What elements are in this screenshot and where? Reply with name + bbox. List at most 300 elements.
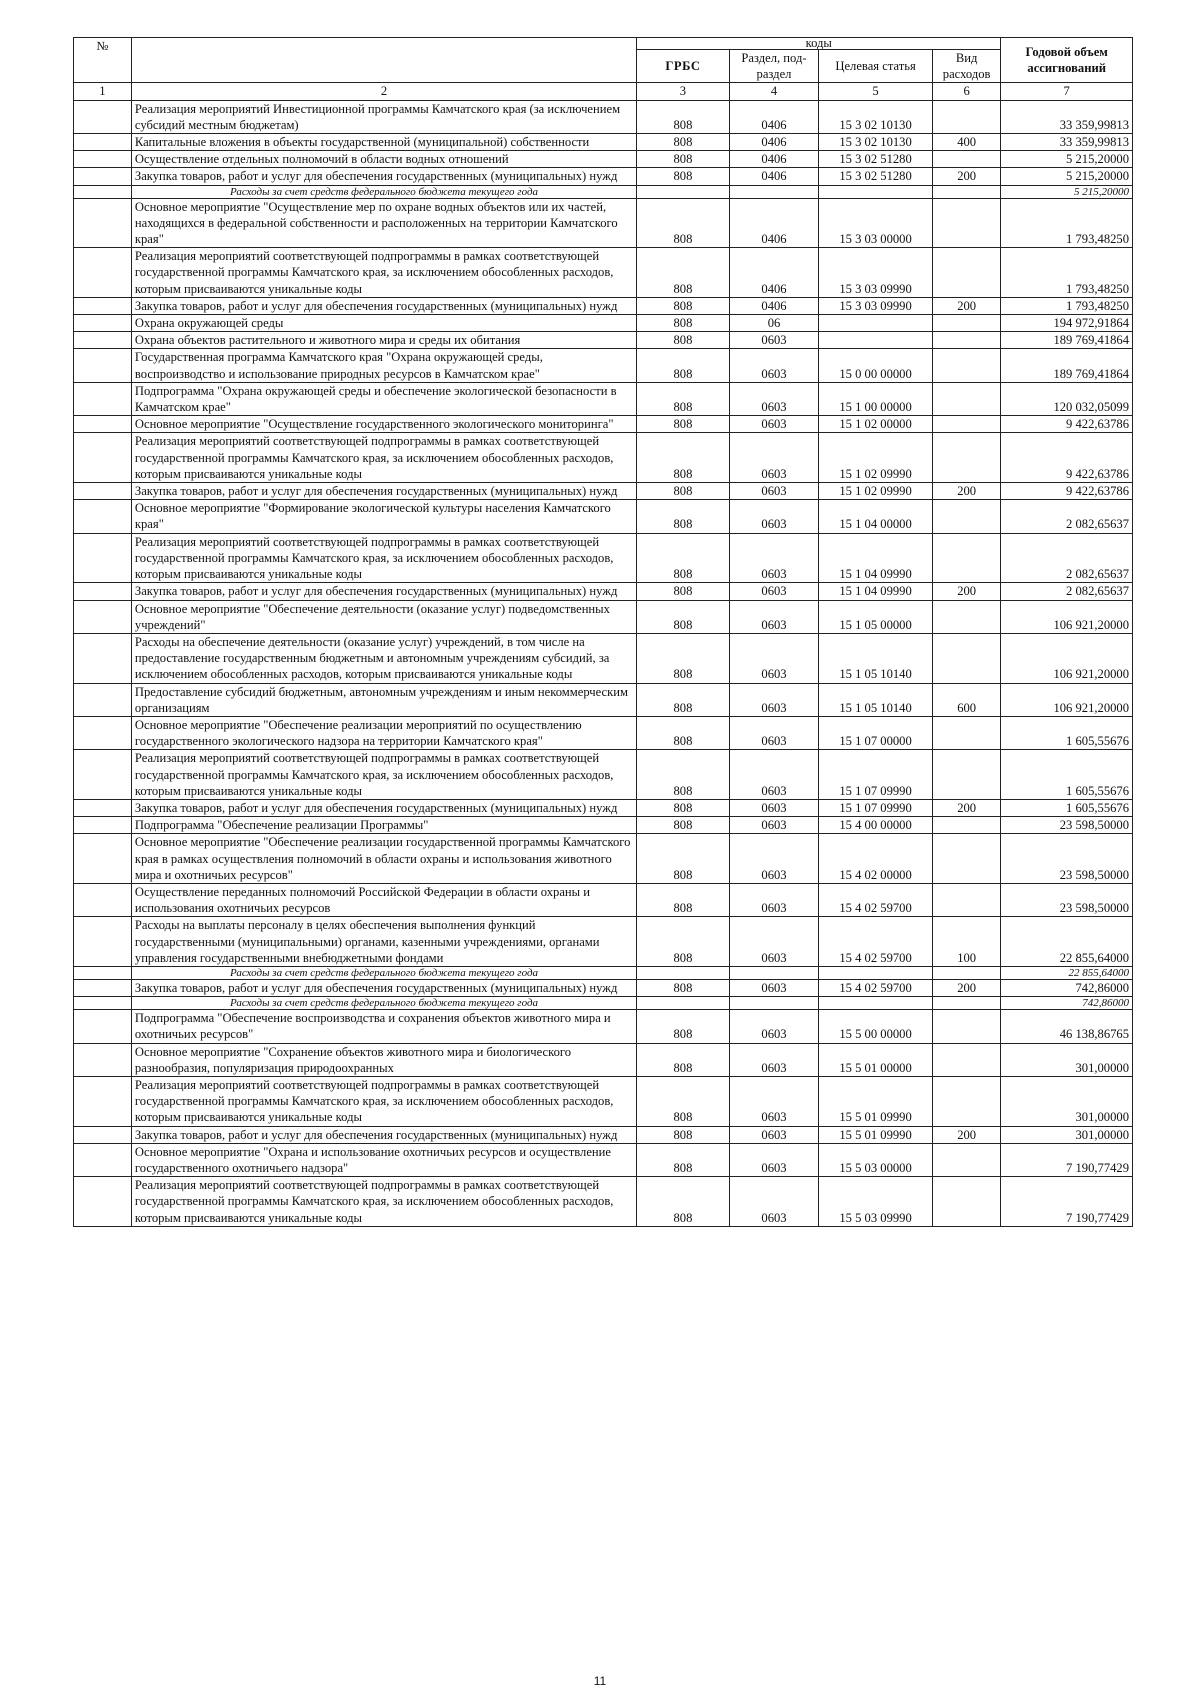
section-code-cell: 0603 — [729, 600, 818, 633]
grbs-code-cell: 808 — [637, 633, 730, 683]
grbs-code-cell — [637, 966, 730, 979]
row-number-cell — [74, 600, 132, 633]
row-number-cell — [74, 750, 132, 800]
expense-name-cell: Закупка товаров, работ и услуг для обеспечения государственных (муниципальных) нужд — [131, 297, 636, 314]
grbs-code-cell: 808 — [637, 1177, 730, 1227]
section-code-cell: 0406 — [729, 151, 818, 168]
section-code-cell: 0603 — [729, 433, 818, 483]
table-row — [74, 483, 1133, 500]
expense-type-cell: 100 — [932, 917, 1000, 967]
section-code-cell: 0603 — [729, 483, 818, 500]
annual-amount-cell: 22 855,64000 — [1001, 917, 1133, 967]
row-number-cell — [74, 382, 132, 415]
grbs-code-cell: 808 — [637, 151, 730, 168]
section-code-cell: 0603 — [729, 799, 818, 816]
grbs-code-cell: 808 — [637, 600, 730, 633]
expense-type-cell — [932, 966, 1000, 979]
grbs-code-cell: 808 — [637, 883, 730, 916]
table-row — [74, 332, 1133, 349]
header-target: Целевая статья — [819, 50, 933, 83]
row-number-cell — [74, 168, 132, 185]
table-row — [74, 500, 1133, 533]
expense-name-cell: Расходы на выплаты персоналу в целях обеспечения выполнения функций государственными (муниципальными) органами, казенными учреждениями, органами управления государственными внебюджетными фондами — [131, 917, 636, 967]
grbs-code-cell: 808 — [637, 817, 730, 834]
expense-name-cell: Основное мероприятие "Охрана и использование охотничьих ресурсов и осуществление государственного охотничьего надзора" — [131, 1143, 636, 1176]
grbs-code-cell: 808 — [637, 1010, 730, 1043]
target-article-cell: 15 4 02 00000 — [819, 834, 933, 884]
budget-table-body — [74, 100, 1133, 1226]
annual-amount-cell: 1 793,48250 — [1001, 297, 1133, 314]
section-code-cell: 0406 — [729, 198, 818, 248]
section-code-cell: 0603 — [729, 500, 818, 533]
target-article-cell: 15 3 02 51280 — [819, 168, 933, 185]
expense-type-cell — [932, 100, 1000, 133]
table-row — [74, 1076, 1133, 1126]
expense-type-cell — [932, 633, 1000, 683]
header-type: Вид расходов — [932, 50, 1000, 83]
col-number: 2 — [131, 83, 636, 100]
federal-funds-note-row — [74, 966, 1133, 979]
row-number-cell — [74, 297, 132, 314]
section-code-cell: 06 — [729, 315, 818, 332]
grbs-code-cell: 808 — [637, 1126, 730, 1143]
target-article-cell: 15 5 01 00000 — [819, 1043, 933, 1076]
table-row — [74, 583, 1133, 600]
expense-name-cell: Основное мероприятие "Осуществление мер по охране водных объектов или их частей, находящихся в федеральной собственности и расположенных на территории Камчатского края" — [131, 198, 636, 248]
target-article-cell — [819, 997, 933, 1010]
col-number: 3 — [637, 83, 730, 100]
expense-type-cell — [932, 1010, 1000, 1043]
grbs-code-cell: 808 — [637, 1143, 730, 1176]
expense-name-cell: Закупка товаров, работ и услуг для обеспечения государственных (муниципальных) нужд — [131, 483, 636, 500]
expense-type-cell: 200 — [932, 583, 1000, 600]
table-row — [74, 1010, 1133, 1043]
table-row — [74, 834, 1133, 884]
annual-amount-cell: 1 793,48250 — [1001, 198, 1133, 248]
section-code-cell: 0603 — [729, 349, 818, 382]
table-row — [74, 683, 1133, 716]
expense-name-cell: Реализация мероприятий Инвестиционной программы Камчатского края (за исключением субсидий местным бюджетам) — [131, 100, 636, 133]
expense-name-cell: Основное мероприятие "Сохранение объектов животного мира и биологического разнообразия, популяризация природоохранных — [131, 1043, 636, 1076]
expense-name-cell: Осуществление отдельных полномочий в области водных отношений — [131, 151, 636, 168]
expense-type-cell: 200 — [932, 297, 1000, 314]
table-row — [74, 1143, 1133, 1176]
grbs-code-cell: 808 — [637, 134, 730, 151]
annual-amount-cell: 189 769,41864 — [1001, 332, 1133, 349]
target-article-cell: 15 3 02 51280 — [819, 151, 933, 168]
target-article-cell: 15 1 05 10140 — [819, 633, 933, 683]
grbs-code-cell: 808 — [637, 332, 730, 349]
row-number-cell — [74, 433, 132, 483]
col-number: 5 — [819, 83, 933, 100]
expense-type-cell — [932, 997, 1000, 1010]
target-article-cell — [819, 315, 933, 332]
expense-name-cell: Осуществление переданных полномочий Российской Федерации в области охраны и использования охотничьих ресурсов — [131, 883, 636, 916]
table-row — [74, 716, 1133, 749]
target-article-cell — [819, 332, 933, 349]
grbs-code-cell — [637, 185, 730, 198]
expense-type-cell — [932, 332, 1000, 349]
grbs-code-cell: 808 — [637, 198, 730, 248]
annual-amount-cell: 301,00000 — [1001, 1126, 1133, 1143]
section-code-cell — [729, 185, 818, 198]
expense-name-cell: Закупка товаров, работ и услуг для обеспечения государственных (муниципальных) нужд — [131, 1126, 636, 1143]
table-row — [74, 100, 1133, 133]
expense-type-cell — [932, 533, 1000, 583]
expense-type-cell — [932, 834, 1000, 884]
annual-amount-cell: 189 769,41864 — [1001, 349, 1133, 382]
target-article-cell: 15 3 03 09990 — [819, 297, 933, 314]
expense-name-cell: Расходы за счет средств федерального бюджета текущего года — [131, 997, 636, 1010]
target-article-cell: 15 1 04 00000 — [819, 500, 933, 533]
row-number-cell — [74, 583, 132, 600]
table-row — [74, 600, 1133, 633]
target-article-cell: 15 1 00 00000 — [819, 382, 933, 415]
expense-type-cell: 600 — [932, 683, 1000, 716]
target-article-cell: 15 5 00 00000 — [819, 1010, 933, 1043]
row-number-cell — [74, 883, 132, 916]
target-article-cell: 15 3 02 10130 — [819, 134, 933, 151]
row-number-cell — [74, 349, 132, 382]
row-number-cell — [74, 1043, 132, 1076]
expense-type-cell — [932, 1177, 1000, 1227]
target-article-cell: 15 1 07 09990 — [819, 750, 933, 800]
row-number-cell — [74, 979, 132, 996]
grbs-code-cell: 808 — [637, 315, 730, 332]
row-number-cell — [74, 1010, 132, 1043]
grbs-code-cell: 808 — [637, 248, 730, 298]
section-code-cell: 0406 — [729, 248, 818, 298]
target-article-cell: 15 1 02 00000 — [819, 416, 933, 433]
target-article-cell: 15 1 07 09990 — [819, 799, 933, 816]
table-row — [74, 297, 1133, 314]
annual-amount-cell: 46 138,86765 — [1001, 1010, 1133, 1043]
section-code-cell: 0406 — [729, 297, 818, 314]
grbs-code-cell: 808 — [637, 483, 730, 500]
grbs-code-cell: 808 — [637, 433, 730, 483]
table-row — [74, 315, 1133, 332]
header-section: Раздел, под-раздел — [729, 50, 818, 83]
expense-name-cell: Расходы на обеспечение деятельности (оказание услуг) учреждений, в том числе на предоставление государственным бюджетным и автономным учреждениям субсидий, за исключением обособленных расходов, которым присваиваются уникальные коды — [131, 633, 636, 683]
expense-name-cell: Основное мероприятие "Осуществление государственного экологического мониторинга" — [131, 416, 636, 433]
annual-amount-cell: 2 082,65637 — [1001, 583, 1133, 600]
expense-type-cell: 200 — [932, 483, 1000, 500]
table-row — [74, 349, 1133, 382]
expense-name-cell: Капитальные вложения в объекты государственной (муниципальной) собственности — [131, 134, 636, 151]
table-row — [74, 750, 1133, 800]
section-code-cell: 0603 — [729, 883, 818, 916]
annual-amount-cell: 23 598,50000 — [1001, 817, 1133, 834]
expense-name-cell: Реализация мероприятий соответствующей подпрограммы в рамках соответствующей государственной программы Камчатского края, за исключением обособленных расходов, которым присваиваются уникальные коды — [131, 1076, 636, 1126]
expense-name-cell: Закупка товаров, работ и услуг для обеспечения государственных (муниципальных) нужд — [131, 583, 636, 600]
annual-amount-cell: 1 793,48250 — [1001, 248, 1133, 298]
table-row — [74, 198, 1133, 248]
grbs-code-cell: 808 — [637, 917, 730, 967]
grbs-code-cell: 808 — [637, 799, 730, 816]
annual-amount-cell: 742,86000 — [1001, 979, 1133, 996]
table-row — [74, 1126, 1133, 1143]
table-row — [74, 633, 1133, 683]
grbs-code-cell: 808 — [637, 100, 730, 133]
section-code-cell: 0603 — [729, 1076, 818, 1126]
row-number-cell — [74, 198, 132, 248]
section-code-cell: 0406 — [729, 134, 818, 151]
target-article-cell: 15 0 00 00000 — [819, 349, 933, 382]
section-code-cell: 0603 — [729, 332, 818, 349]
section-code-cell: 0603 — [729, 917, 818, 967]
table-row — [74, 151, 1133, 168]
section-code-cell: 0603 — [729, 716, 818, 749]
expense-name-cell: Охрана объектов растительного и животного мира и среды их обитания — [131, 332, 636, 349]
annual-amount-cell: 9 422,63786 — [1001, 483, 1133, 500]
expense-type-cell — [932, 1043, 1000, 1076]
expense-type-cell: 200 — [932, 799, 1000, 816]
table-row — [74, 1177, 1133, 1227]
section-code-cell: 0603 — [729, 1043, 818, 1076]
col-number: 7 — [1001, 83, 1133, 100]
annual-amount-cell: 106 921,20000 — [1001, 683, 1133, 716]
grbs-code-cell: 808 — [637, 1076, 730, 1126]
header-row-top — [74, 38, 1133, 50]
row-number-cell — [74, 332, 132, 349]
expense-name-cell: Подпрограмма "Обеспечение воспроизводства и сохранения объектов животного мира и охотничьих ресурсов" — [131, 1010, 636, 1043]
target-article-cell: 15 4 02 59700 — [819, 883, 933, 916]
grbs-code-cell — [637, 997, 730, 1010]
row-number-cell — [74, 416, 132, 433]
section-code-cell: 0603 — [729, 1126, 818, 1143]
grbs-code-cell: 808 — [637, 683, 730, 716]
section-code-cell — [729, 966, 818, 979]
row-number-cell — [74, 966, 132, 979]
target-article-cell — [819, 185, 933, 198]
table-row — [74, 917, 1133, 967]
expense-name-cell: Основное мероприятие "Формирование экологической культуры населения Камчатского края" — [131, 500, 636, 533]
annual-amount-cell: 106 921,20000 — [1001, 600, 1133, 633]
row-number-cell — [74, 483, 132, 500]
annual-amount-cell: 5 215,20000 — [1001, 185, 1133, 198]
row-number-cell — [74, 1076, 132, 1126]
expense-name-cell: Реализация мероприятий соответствующей подпрограммы в рамках соответствующей государственной программы Камчатского края, за исключением обособленных расходов, которым присваиваются уникальные коды — [131, 750, 636, 800]
annual-amount-cell: 7 190,77429 — [1001, 1143, 1133, 1176]
expense-type-cell: 400 — [932, 134, 1000, 151]
grbs-code-cell: 808 — [637, 500, 730, 533]
grbs-code-cell: 808 — [637, 349, 730, 382]
target-article-cell: 15 4 02 59700 — [819, 979, 933, 996]
target-article-cell: 15 4 00 00000 — [819, 817, 933, 834]
expense-name-cell: Реализация мероприятий соответствующей подпрограммы в рамках соответствующей государственной программы Камчатского края, за исключением обособленных расходов, которым присваиваются уникальные коды — [131, 1177, 636, 1227]
target-article-cell: 15 1 05 00000 — [819, 600, 933, 633]
row-number-cell — [74, 997, 132, 1010]
row-number-cell — [74, 633, 132, 683]
annual-amount-cell: 33 359,99813 — [1001, 100, 1133, 133]
header-name — [131, 38, 636, 83]
expense-type-cell — [932, 151, 1000, 168]
expense-type-cell — [932, 198, 1000, 248]
expense-name-cell: Предоставление субсидий бюджетным, автономным учреждениям и иным некоммерческим организациям — [131, 683, 636, 716]
grbs-code-cell: 808 — [637, 297, 730, 314]
expense-name-cell: Расходы за счет средств федерального бюджета текущего года — [131, 966, 636, 979]
grbs-code-cell: 808 — [637, 750, 730, 800]
page-number: 11 — [593, 1674, 607, 1688]
expense-name-cell: Государственная программа Камчатского края "Охрана окружающей среды, воспроизводство и использование природных ресурсов в Камчатском крае" — [131, 349, 636, 382]
section-code-cell: 0603 — [729, 533, 818, 583]
expense-name-cell: Реализация мероприятий соответствующей подпрограммы в рамках соответствующей государственной программы Камчатского края, за исключением обособленных расходов, которым присваиваются уникальные коды — [131, 433, 636, 483]
row-number-cell — [74, 248, 132, 298]
table-row — [74, 248, 1133, 298]
expense-name-cell: Подпрограмма "Обеспечение реализации Программы" — [131, 817, 636, 834]
annual-amount-cell: 22 855,64000 — [1001, 966, 1133, 979]
section-code-cell: 0603 — [729, 1010, 818, 1043]
target-article-cell: 15 3 02 10130 — [819, 100, 933, 133]
row-number-cell — [74, 1143, 132, 1176]
target-article-cell: 15 5 03 00000 — [819, 1143, 933, 1176]
table-row — [74, 433, 1133, 483]
header-no: № — [74, 38, 132, 83]
section-code-cell: 0603 — [729, 633, 818, 683]
expense-type-cell — [932, 382, 1000, 415]
section-code-cell: 0603 — [729, 834, 818, 884]
annual-amount-cell: 7 190,77429 — [1001, 1177, 1133, 1227]
target-article-cell: 15 1 04 09990 — [819, 533, 933, 583]
table-row — [74, 416, 1133, 433]
annual-amount-cell: 301,00000 — [1001, 1043, 1133, 1076]
col-number: 1 — [74, 83, 132, 100]
annual-amount-cell: 9 422,63786 — [1001, 416, 1133, 433]
table-row — [74, 799, 1133, 816]
expense-type-cell — [932, 315, 1000, 332]
annual-amount-cell: 5 215,20000 — [1001, 168, 1133, 185]
expense-type-cell: 200 — [932, 1126, 1000, 1143]
expense-type-cell — [932, 500, 1000, 533]
section-code-cell: 0603 — [729, 750, 818, 800]
row-number-cell — [74, 185, 132, 198]
annual-amount-cell: 9 422,63786 — [1001, 433, 1133, 483]
federal-funds-note-row — [74, 997, 1133, 1010]
grbs-code-cell: 808 — [637, 382, 730, 415]
expense-name-cell: Охрана окружающей среды — [131, 315, 636, 332]
expense-type-cell — [932, 248, 1000, 298]
annual-amount-cell: 742,86000 — [1001, 997, 1133, 1010]
target-article-cell: 15 3 03 09990 — [819, 248, 933, 298]
expense-type-cell — [932, 750, 1000, 800]
expense-type-cell — [932, 349, 1000, 382]
expense-name-cell: Расходы за счет средств федерального бюджета текущего года — [131, 185, 636, 198]
row-number-cell — [74, 1126, 132, 1143]
table-row — [74, 533, 1133, 583]
expense-type-cell — [932, 1143, 1000, 1176]
target-article-cell: 15 1 02 09990 — [819, 483, 933, 500]
section-code-cell: 0603 — [729, 817, 818, 834]
section-code-cell: 0603 — [729, 979, 818, 996]
target-article-cell: 15 3 03 00000 — [819, 198, 933, 248]
section-code-cell: 0406 — [729, 168, 818, 185]
expense-name-cell: Основное мероприятие "Обеспечение реализации государственной программы Камчатского края в рамках осуществления полномочий в области охраны и использования животного мира и охотничьих ресурсов" — [131, 834, 636, 884]
budget-table — [73, 37, 1133, 1227]
section-code-cell: 0603 — [729, 416, 818, 433]
row-number-cell — [74, 315, 132, 332]
expense-type-cell — [932, 817, 1000, 834]
expense-type-cell — [932, 416, 1000, 433]
expense-type-cell: 200 — [932, 979, 1000, 996]
row-number-cell — [74, 100, 132, 133]
header-annual: Годовой объем ассигнований — [1001, 38, 1133, 83]
annual-amount-cell: 194 972,91864 — [1001, 315, 1133, 332]
section-code-cell: 0603 — [729, 382, 818, 415]
expense-type-cell — [932, 883, 1000, 916]
row-number-cell — [74, 799, 132, 816]
table-row — [74, 1043, 1133, 1076]
header-grbs: ГРБС — [637, 50, 730, 83]
grbs-code-cell: 808 — [637, 834, 730, 884]
expense-name-cell: Закупка товаров, работ и услуг для обеспечения государственных (муниципальных) нужд — [131, 979, 636, 996]
annual-amount-cell: 106 921,20000 — [1001, 633, 1133, 683]
grbs-code-cell: 808 — [637, 1043, 730, 1076]
expense-name-cell: Реализация мероприятий соответствующей подпрограммы в рамках соответствующей государственной программы Камчатского края, за исключением обособленных расходов, которым присваиваются уникальные коды — [131, 533, 636, 583]
expense-type-cell — [932, 433, 1000, 483]
expense-name-cell: Подпрограмма "Охрана окружающей среды и обеспечение экологической безопасности в Камчатском крае" — [131, 382, 636, 415]
header-codes: коды — [637, 38, 1001, 50]
row-number-cell — [74, 1177, 132, 1227]
table-row — [74, 168, 1133, 185]
grbs-code-cell: 808 — [637, 416, 730, 433]
row-number-cell — [74, 533, 132, 583]
section-code-cell — [729, 997, 818, 1010]
table-row — [74, 817, 1133, 834]
annual-amount-cell: 1 605,55676 — [1001, 716, 1133, 749]
target-article-cell: 15 5 01 09990 — [819, 1126, 933, 1143]
expense-type-cell: 200 — [932, 168, 1000, 185]
grbs-code-cell: 808 — [637, 979, 730, 996]
expense-name-cell: Реализация мероприятий соответствующей подпрограммы в рамках соответствующей государственной программы Камчатского края, за исключением обособленных расходов, которым присваиваются уникальные коды — [131, 248, 636, 298]
table-row — [74, 883, 1133, 916]
expense-type-cell — [932, 716, 1000, 749]
expense-name-cell: Основное мероприятие "Обеспечение деятельности (оказание услуг) подведомственных учреждений" — [131, 600, 636, 633]
section-code-cell: 0603 — [729, 583, 818, 600]
expense-name-cell: Основное мероприятие "Обеспечение реализации мероприятий по осуществлению государственного экологического надзора на территории Камчатского края" — [131, 716, 636, 749]
grbs-code-cell: 808 — [637, 716, 730, 749]
annual-amount-cell: 301,00000 — [1001, 1076, 1133, 1126]
expense-name-cell: Закупка товаров, работ и услуг для обеспечения государственных (муниципальных) нужд — [131, 799, 636, 816]
grbs-code-cell: 808 — [637, 168, 730, 185]
row-number-cell — [74, 716, 132, 749]
section-code-cell: 0603 — [729, 1143, 818, 1176]
header-column-numbers — [74, 83, 1133, 100]
target-article-cell: 15 1 02 09990 — [819, 433, 933, 483]
target-article-cell: 15 4 02 59700 — [819, 917, 933, 967]
row-number-cell — [74, 500, 132, 533]
expense-type-cell — [932, 600, 1000, 633]
annual-amount-cell: 23 598,50000 — [1001, 834, 1133, 884]
target-article-cell: 15 5 03 09990 — [819, 1177, 933, 1227]
annual-amount-cell: 33 359,99813 — [1001, 134, 1133, 151]
expense-type-cell — [932, 185, 1000, 198]
row-number-cell — [74, 134, 132, 151]
section-code-cell: 0603 — [729, 1177, 818, 1227]
annual-amount-cell: 23 598,50000 — [1001, 883, 1133, 916]
target-article-cell: 15 1 05 10140 — [819, 683, 933, 716]
row-number-cell — [74, 151, 132, 168]
annual-amount-cell: 5 215,20000 — [1001, 151, 1133, 168]
annual-amount-cell: 1 605,55676 — [1001, 750, 1133, 800]
table-row — [74, 979, 1133, 996]
federal-funds-note-row — [74, 185, 1133, 198]
annual-amount-cell: 2 082,65637 — [1001, 500, 1133, 533]
row-number-cell — [74, 917, 132, 967]
col-number: 6 — [932, 83, 1000, 100]
row-number-cell — [74, 834, 132, 884]
annual-amount-cell: 1 605,55676 — [1001, 799, 1133, 816]
row-number-cell — [74, 817, 132, 834]
